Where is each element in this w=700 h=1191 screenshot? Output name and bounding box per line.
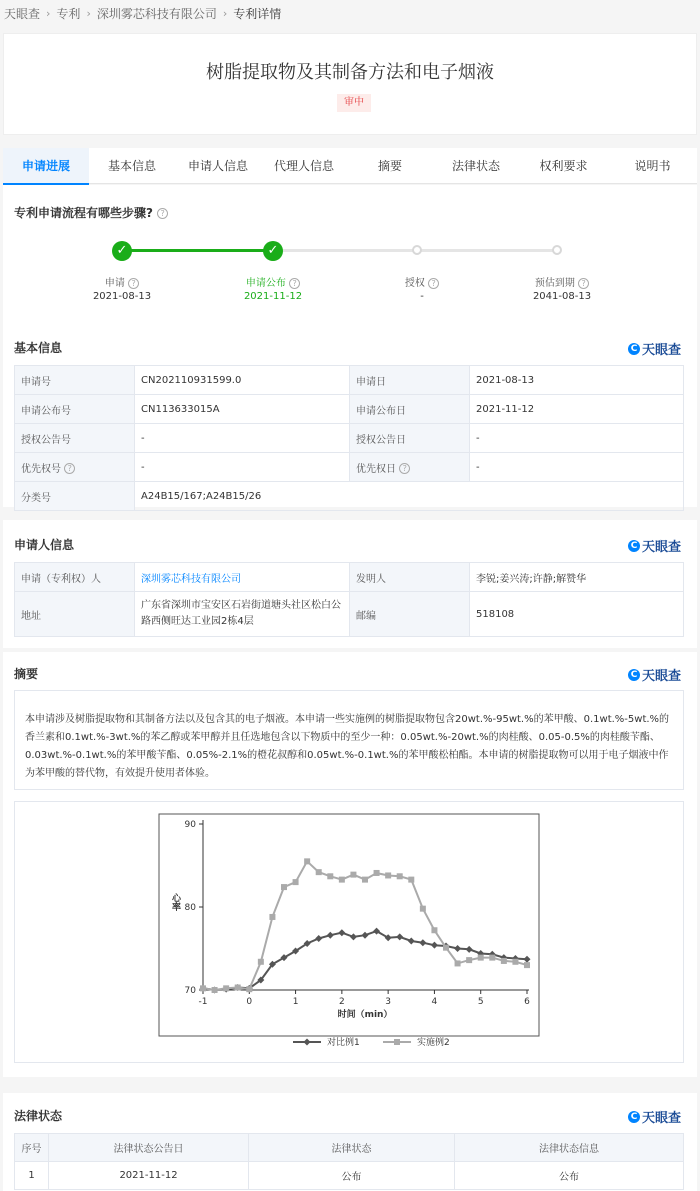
cell-status: 公布	[249, 1162, 455, 1190]
x-tick-label: 0	[246, 997, 253, 1007]
x-tick-label: 4	[431, 997, 438, 1007]
cell-index: 1	[15, 1162, 49, 1190]
data-point	[385, 872, 391, 878]
tab-progress[interactable]: 申请进展	[3, 148, 89, 184]
tianyancha-logo: C 天眼查	[628, 1107, 681, 1126]
label-priority-number: 优先权号 ?	[15, 453, 135, 482]
label-pub-number: 申请公布号	[15, 395, 135, 424]
x-tick-label: 3	[385, 997, 392, 1007]
y-tick-label: 90	[184, 820, 196, 830]
step-date: -	[420, 291, 424, 302]
value-address: 广东省深圳市宝安区石岩街道塘头社区松白公路西侧旺达工业园2栋4层	[135, 592, 350, 637]
value-priority-number: -	[135, 453, 350, 482]
label-grant-date: 授权公告日	[350, 424, 470, 453]
breadcrumb-company[interactable]: 深圳雾芯科技有限公司	[96, 7, 217, 21]
step-date: 2041-08-13	[532, 291, 592, 302]
pending-dot-icon	[412, 245, 422, 255]
cell-date: 2021-11-12	[49, 1162, 249, 1190]
legal-status-title: 法律状态	[14, 1109, 63, 1123]
data-point	[397, 873, 403, 879]
col-header: 法律状态信息	[455, 1134, 684, 1162]
data-point	[327, 873, 333, 879]
data-point	[466, 957, 472, 963]
step-date: 2021-11-12	[243, 291, 303, 302]
data-point	[374, 870, 380, 876]
value-app-date: 2021-08-13	[470, 366, 684, 395]
logo-icon: C	[628, 343, 640, 355]
legend-marker	[304, 1039, 311, 1046]
logo-icon: C	[628, 1111, 640, 1123]
pending-dot-icon	[552, 245, 562, 255]
heart-rate-chart	[15, 802, 685, 1064]
step-label: 申请 ?	[62, 274, 182, 289]
chevron-right-icon: ›	[86, 7, 91, 20]
label-applicant: 申请（专利权）人	[15, 563, 135, 592]
x-tick-label: 6	[524, 997, 530, 1007]
breadcrumb-patent[interactable]: 专利	[56, 7, 81, 21]
value-grant-number: -	[135, 424, 350, 453]
x-tick-label: 1	[292, 997, 299, 1007]
label-address: 地址	[15, 592, 135, 637]
step-label: 预估到期 ?	[502, 274, 622, 289]
applicant-info-title: 申请人信息	[14, 538, 75, 552]
abstract-figure	[14, 801, 684, 1063]
data-point	[304, 858, 310, 864]
data-point	[489, 955, 495, 961]
data-point	[339, 877, 345, 883]
value-grant-date: -	[470, 424, 684, 453]
value-inventors: 李锐;姜兴涛;许静;解赞华	[470, 563, 684, 592]
y-axis-label: 心率	[170, 893, 180, 911]
applicant-table	[14, 562, 684, 637]
tianyancha-logo: C 天眼查	[628, 339, 681, 358]
label-app-date: 申请日	[350, 366, 470, 395]
progress-title-text: 专利申请流程有哪些步骤?	[14, 206, 153, 220]
data-point	[235, 985, 241, 991]
data-point	[223, 985, 229, 991]
value-pub-date: 2021-11-12	[470, 395, 684, 424]
data-point	[258, 959, 264, 965]
label-pub-date: 申请公布日	[350, 395, 470, 424]
tab-basic-info[interactable]: 基本信息	[107, 159, 156, 173]
value-priority-date: -	[470, 453, 684, 482]
help-icon[interactable]: ?	[399, 463, 410, 474]
legend-marker	[394, 1039, 400, 1045]
step-date: 2021-08-13	[92, 291, 152, 302]
legend-label: 对比例1	[327, 1038, 360, 1048]
abstract-title: 摘要	[14, 667, 39, 681]
data-point	[362, 877, 368, 883]
tab-claims[interactable]: 权利要求	[539, 159, 588, 173]
tab-agent-info[interactable]: 代理人信息	[273, 159, 334, 173]
legend-label: 实施例2	[417, 1038, 450, 1048]
tab-abstract[interactable]: 摘要	[377, 159, 402, 173]
data-point	[455, 960, 461, 966]
x-axis-label: 时间（min）	[337, 1010, 393, 1020]
help-icon[interactable]: ?	[64, 463, 75, 474]
progress-section-title	[14, 204, 168, 221]
help-icon[interactable]: ?	[289, 278, 300, 289]
logo-icon: C	[628, 669, 640, 681]
y-tick-label: 70	[184, 986, 196, 996]
label-app-number: 申请号	[15, 366, 135, 395]
col-header: 序号	[15, 1134, 49, 1162]
data-point	[316, 869, 322, 875]
tab-applicant-info[interactable]: 申请人信息	[187, 159, 248, 173]
data-point	[501, 958, 507, 964]
help-icon[interactable]: ?	[578, 278, 589, 289]
label-priority-date: 优先权日 ?	[350, 453, 470, 482]
value-postcode: 518108	[470, 592, 684, 637]
data-point	[212, 987, 218, 993]
data-point	[478, 955, 484, 961]
tianyancha-logo: C 天眼查	[628, 536, 681, 555]
data-point	[246, 986, 252, 992]
chevron-right-icon: ›	[46, 7, 51, 20]
basic-info-table	[14, 365, 684, 511]
progress-track-done	[122, 249, 274, 252]
data-point	[350, 872, 356, 878]
step-label: 申请公布 ?	[213, 274, 333, 289]
data-point	[431, 927, 437, 933]
table-row	[15, 1162, 684, 1190]
applicant-link[interactable]: 深圳雾芯科技有限公司	[141, 573, 241, 585]
y-tick-label: 80	[184, 903, 196, 913]
help-icon[interactable]: ?	[157, 208, 168, 219]
x-tick-label: -1	[198, 997, 208, 1007]
label-postcode: 邮编	[350, 592, 470, 637]
data-point	[269, 914, 275, 920]
help-icon[interactable]: ?	[128, 278, 139, 289]
help-icon[interactable]: ?	[428, 278, 439, 289]
tab-description[interactable]: 说明书	[634, 159, 671, 173]
step-label: 授权 ?	[362, 274, 482, 289]
label-grant-number: 授权公告号	[15, 424, 135, 453]
check-icon: ✓	[112, 241, 132, 261]
page-title: 树脂提取物及其制备方法和电子烟液	[206, 62, 494, 83]
status-badge: 审中	[337, 94, 371, 112]
col-header: 法律状态公告日	[49, 1134, 249, 1162]
data-point	[512, 959, 518, 965]
value-class: A24B15/167;A24B15/26	[135, 482, 684, 511]
patent-header	[3, 33, 697, 135]
value-app-number: CN202110931599.0	[135, 366, 350, 395]
tab-bar	[3, 148, 697, 184]
legal-status-table	[14, 1133, 684, 1190]
col-header: 法律状态	[249, 1134, 455, 1162]
breadcrumb-home[interactable]: 天眼查	[4, 7, 41, 21]
data-point	[281, 884, 287, 890]
data-point	[293, 879, 299, 885]
breadcrumb-current: 专利详情	[233, 7, 282, 21]
data-point	[443, 945, 449, 951]
label-class: 分类号	[15, 482, 135, 511]
tab-legal-status[interactable]: 法律状态	[451, 159, 500, 173]
check-icon: ✓	[263, 241, 283, 261]
label-inventor: 发明人	[350, 563, 470, 592]
x-tick-label: 5	[477, 997, 484, 1007]
value-pub-number: CN113633015A	[135, 395, 350, 424]
logo-icon: C	[628, 540, 640, 552]
tianyancha-logo: C 天眼查	[628, 665, 681, 684]
x-tick-label: 2	[338, 997, 345, 1007]
basic-info-title: 基本信息	[14, 341, 63, 355]
data-point	[200, 985, 206, 991]
chevron-right-icon: ›	[222, 7, 228, 20]
abstract-text: 本申请涉及树脂提取物和其制备方法以及包含其的电子烟液。本申请一些实施例的树脂提取物包含20wt.%-95wt.%的苯甲酸、0.1wt.%-5wt.%的香兰素和0.1wt.%-3wt.%的苯乙醇或苯甲醇并且任选地包含以下物质中的至少一种：0.05wt.%-20wt.%的肉桂酸、0.05-0.5%的肉桂酸苄酯、0.03wt.%-0.1wt.%的苯甲酸苄酯、0.05%-2.1%的橙花叔醇和0.05wt.%-0.1wt.%的苯甲酸松柏酯。本申请的树脂提取物可以用于电子烟液中作为苯甲酸的替代物，有效提升使用者体验。	[14, 690, 684, 790]
data-point	[420, 906, 426, 912]
breadcrumb	[4, 5, 281, 22]
data-point	[524, 962, 530, 968]
data-point	[408, 877, 414, 883]
cell-info: 公布	[455, 1162, 684, 1190]
